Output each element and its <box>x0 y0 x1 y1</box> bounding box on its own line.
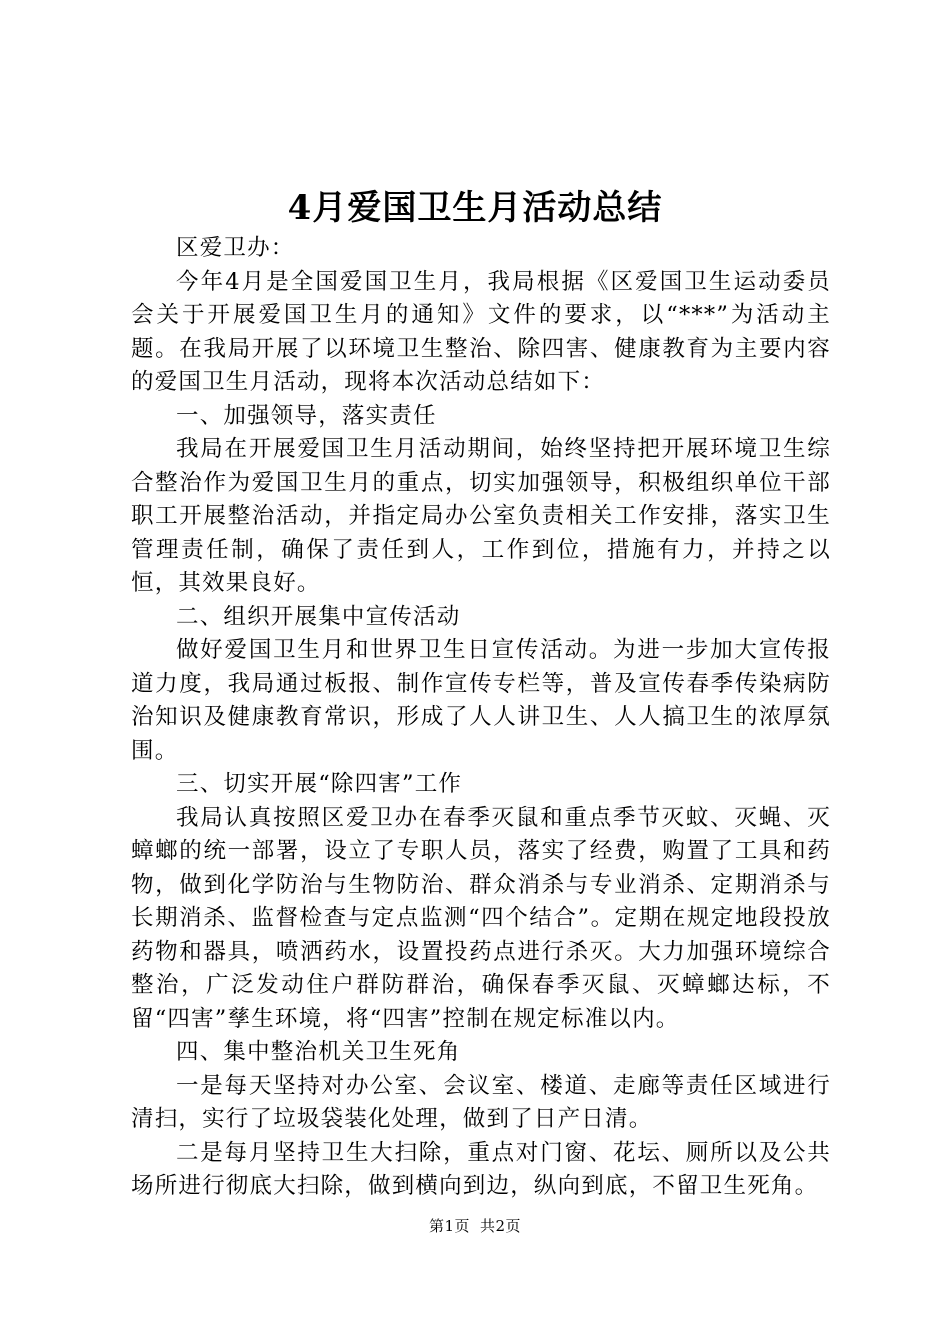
document-title: 4月爱国卫生月活动总结 <box>287 188 663 228</box>
page-total: 共2页 <box>480 1217 522 1235</box>
section-heading-4: 四、集中整治机关卫生死角 <box>176 1039 461 1065</box>
section-heading-2: 二、组织开展集中宣传活动 <box>176 603 461 630</box>
salutation: 区爱卫办： <box>176 235 295 261</box>
page-footer <box>0 1216 950 1236</box>
section-paragraph-2: 做好爱国卫生月和世界卫生日宣传活动。为进一步加大宣传报道力度，我局通过板报、制作宣传专栏等，普及宣传春季传染病防治知识及健康教育常识，形成了人人讲卫生、人人搞卫生的浓厚氛围。 <box>131 637 831 764</box>
intro-paragraph: 今年4月是全国爱国卫生月，我局根据《区爱国卫生运动委员会关于开展爱国卫生月的通知》文件的要求，以“***”为活动主题。在我局开展了以环境卫生整治、除四害、健康教育为主要内容的爱国卫生月活动，现将本次活动总结如下： <box>131 268 831 395</box>
section-heading-1: 一、加强领导，落实责任 <box>176 402 437 429</box>
section-paragraph-1: 我局在开展爱国卫生月活动期间，始终坚持把开展环境卫生综合整治作为爱国卫生月的重点，切实加强领导，积极组织单位干部职工开展整治活动，并指定局办公室负责相关工作安排，落实卫生管理责任制，确保了责任到人，工作到位，措施有力，并持之以恒，其效果良好。 <box>131 436 831 596</box>
page-number: 第1页 <box>428 1217 470 1235</box>
section-paragraph-4a: 一是每天坚持对办公室、会议室、楼道、走廊等责任区域进行清扫，实行了垃圾袋装化处理，做到了日产日清。 <box>131 1072 831 1132</box>
section-paragraph-4b: 二是每月坚持卫生大扫除，重点对门窗、花坛、厕所以及公共场所进行彻底大扫除，做到横向到边，纵向到底，不留卫生死角。 <box>131 1139 831 1199</box>
document-body <box>131 232 831 1204</box>
section-heading-3: 三、切实开展“除四害”工作 <box>176 771 463 797</box>
section-paragraph-3: 我局认真按照区爱卫办在春季灭鼠和重点季节灭蚊、灭蝇、灭蟑螂的统一部署，设立了专职人员，落实了经费，购置了工具和药物，做到化学防治与生物防治、群众消杀与专业消杀、定期消杀与长期消杀、监督检查与定点监测“四个结合”。定期在规定地段投放药物和器具，喷洒药水，设置投药点进行杀灭。大力加强环境综合整治，广泛发动住户群防群治，确保春季灭鼠、灭蟑螂达标，不留“四害”孳生环境，将“四害”控制在规定标准以内。 <box>131 804 831 1032</box>
